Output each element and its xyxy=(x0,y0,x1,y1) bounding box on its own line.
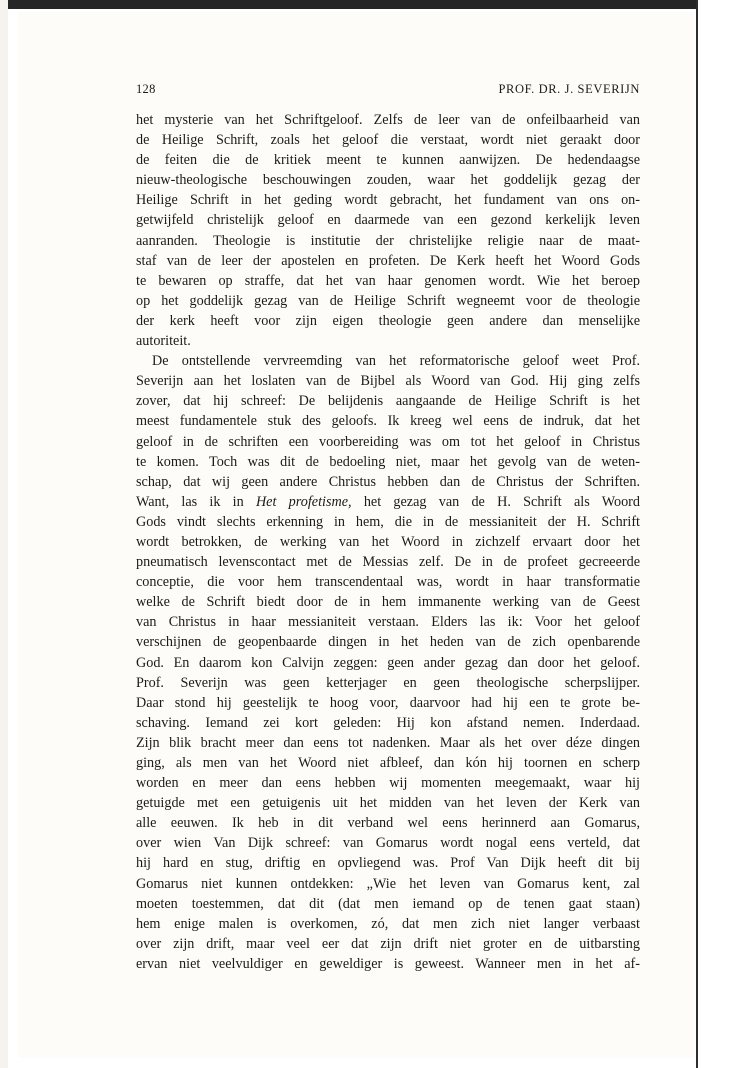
text-line: welke de Schrift biedt door de in hem immanente werking van de Geest xyxy=(136,594,640,611)
text-line: Zijn blik bracht meer dan eens tot nadenken. Maar als het over déze dingen xyxy=(136,734,640,751)
text-line: van Christus in haar messianiteit verstaan. Elders las ik: Voor het geloof xyxy=(136,614,640,631)
text-line: wordt betrokken, de werking van het Woord in zichzelf ervaart door het xyxy=(136,533,640,550)
text-line: pneumatisch levenscontact met de Messias zelf. De in de profeet gecreeerde xyxy=(136,554,640,571)
page-number: 128 xyxy=(136,82,156,96)
text-line: Gods vindt slechts erkenning in hem, die in de messianiteit der H. Schrift xyxy=(136,513,640,530)
text-line: verschijnen de geopenbaarde dingen in het heden van de zich openbarende xyxy=(136,634,640,651)
text-line: schaving. Iemand zei kort geleden: Hij kon afstand nemen. Inderdaad. xyxy=(136,714,640,731)
text-line: Heilige Schrift in het geding wordt gebracht, het fundament van ons on- xyxy=(136,192,640,209)
scan-right-margin xyxy=(698,0,738,1068)
text-line: conceptie, die voor hem transcendentaal was, wordt in haar transformatie xyxy=(136,574,640,591)
text-line-with-italic-title xyxy=(136,492,640,512)
text-line: over wien Van Dijk schreef: van Gomarus wordt nogal eens verteld, dat xyxy=(136,835,640,852)
text-line: ervan niet veelvuldiger en geweldiger is geweest. Wanneer men in het af- xyxy=(136,955,640,972)
text-run: Want, las ik in xyxy=(136,493,256,510)
text-line: over zijn drift, maar veel eer dat zijn drift niet groter en de uitbarsting xyxy=(136,935,640,952)
text-line: meest fundamentele stuk des geloofs. Ik kreeg wel eens de indruk, dat het xyxy=(136,413,640,430)
text-line: getuigde met een getuigenis uit het midden van het leven der Kerk van xyxy=(136,795,640,812)
text-line: schap, dat wij geen andere Christus hebben dan de Christus der Schriften. xyxy=(136,473,640,490)
running-header xyxy=(136,82,640,98)
text-line: alle eeuwen. Ik heb in dit verband wel eens herinnerd aan Gomarus, xyxy=(136,815,640,832)
paragraph-2 xyxy=(136,351,640,974)
text-line: het mysterie van het Schriftgeloof. Zelfs de leer van de onfeilbaarheid van xyxy=(136,112,640,128)
scan-left-margin xyxy=(0,0,8,1068)
running-title: PROF. DR. J. SEVERIJN xyxy=(498,82,640,96)
text-line: de feiten die de kritiek meent te kunnen aanwijzen. De hedendaagse xyxy=(136,152,640,169)
text-line: Severijn aan het loslaten van de Bijbel als Woord van God. Hij ging zelfs xyxy=(136,373,640,390)
text-line: aanranden. Theologie is institutie der christelijke religie naar de maat- xyxy=(136,232,640,249)
text-line: zover, dat hij schreef: De belijdenis aangaande de Heilige Schrift is het xyxy=(136,393,640,410)
text-line: geloof in de schriften een voorbereiding was om tot het geloof in Christus xyxy=(136,433,640,450)
body-text xyxy=(136,110,640,974)
text-line: op het goddelijk gezag van de Heilige Schrift wegneemt voor de theologie xyxy=(136,292,640,309)
text-line: hij hard en stug, driftig en opvliegend was. Prof Van Dijk heeft dit bij xyxy=(136,855,640,872)
text-line: nieuw-theologische beschouwingen zouden, waar het goddelijk gezag der xyxy=(136,172,640,189)
text-line: getwijfeld christelijk geloof en daarmede van een gezond kerkelijk leven xyxy=(136,212,640,229)
text-line: te komen. Toch was dit de bedoeling niet, maar het gevolg van de weten- xyxy=(136,453,640,470)
text-line: De ontstellende vervreemding van het reformatorische geloof weet Prof. xyxy=(152,353,640,370)
text-run: het gezag van de H. Schrift als Woord xyxy=(351,493,640,510)
paragraph-1 xyxy=(136,110,640,351)
text-line: worden en meer dan eens hebben wij momenten meegemaakt, waar hij xyxy=(136,775,640,792)
text-line: de Heilige Schrift, zoals het geloof die verstaat, wordt niet geraakt door xyxy=(136,132,640,149)
scan-top-border xyxy=(8,0,698,9)
text-line: Prof. Severijn was geen ketterjager en geen theologische scherpslijper. xyxy=(136,674,640,691)
text-line: Gomarus niet kunnen ontdekken: „Wie het leven van Gomarus kent, zal xyxy=(136,875,640,892)
book-title-italic: Het profetisme, xyxy=(255,493,352,510)
text-line: God. En daarom kon Calvijn zeggen: geen ander gezag dan door het geloof. xyxy=(136,654,640,671)
text-line: moeten toestemmen, dat dit (dat men iemand op de tenen gaat staan) xyxy=(136,895,640,912)
text-line: staf van de leer der apostelen en profeten. De Kerk heeft het Woord Gods xyxy=(136,252,640,269)
text-line: autoriteit. xyxy=(136,333,191,350)
text-line: te bewaren op straffe, dat het van haar genomen wordt. Wie het beroep xyxy=(136,272,640,289)
text-line: ging, als men van het Woord niet afbleef, dan kón hij toornen en scherp xyxy=(136,755,640,771)
text-line: hem enige malen is overkomen, zó, dat men zich niet langer verbaast xyxy=(136,915,640,932)
text-line: Daar stond hij geestelijk te hoog voor, daarvoor had hij een te grote be- xyxy=(136,694,640,711)
text-line: der kerk heeft voor zijn eigen theologie geen andere dan menselijke xyxy=(136,312,640,329)
